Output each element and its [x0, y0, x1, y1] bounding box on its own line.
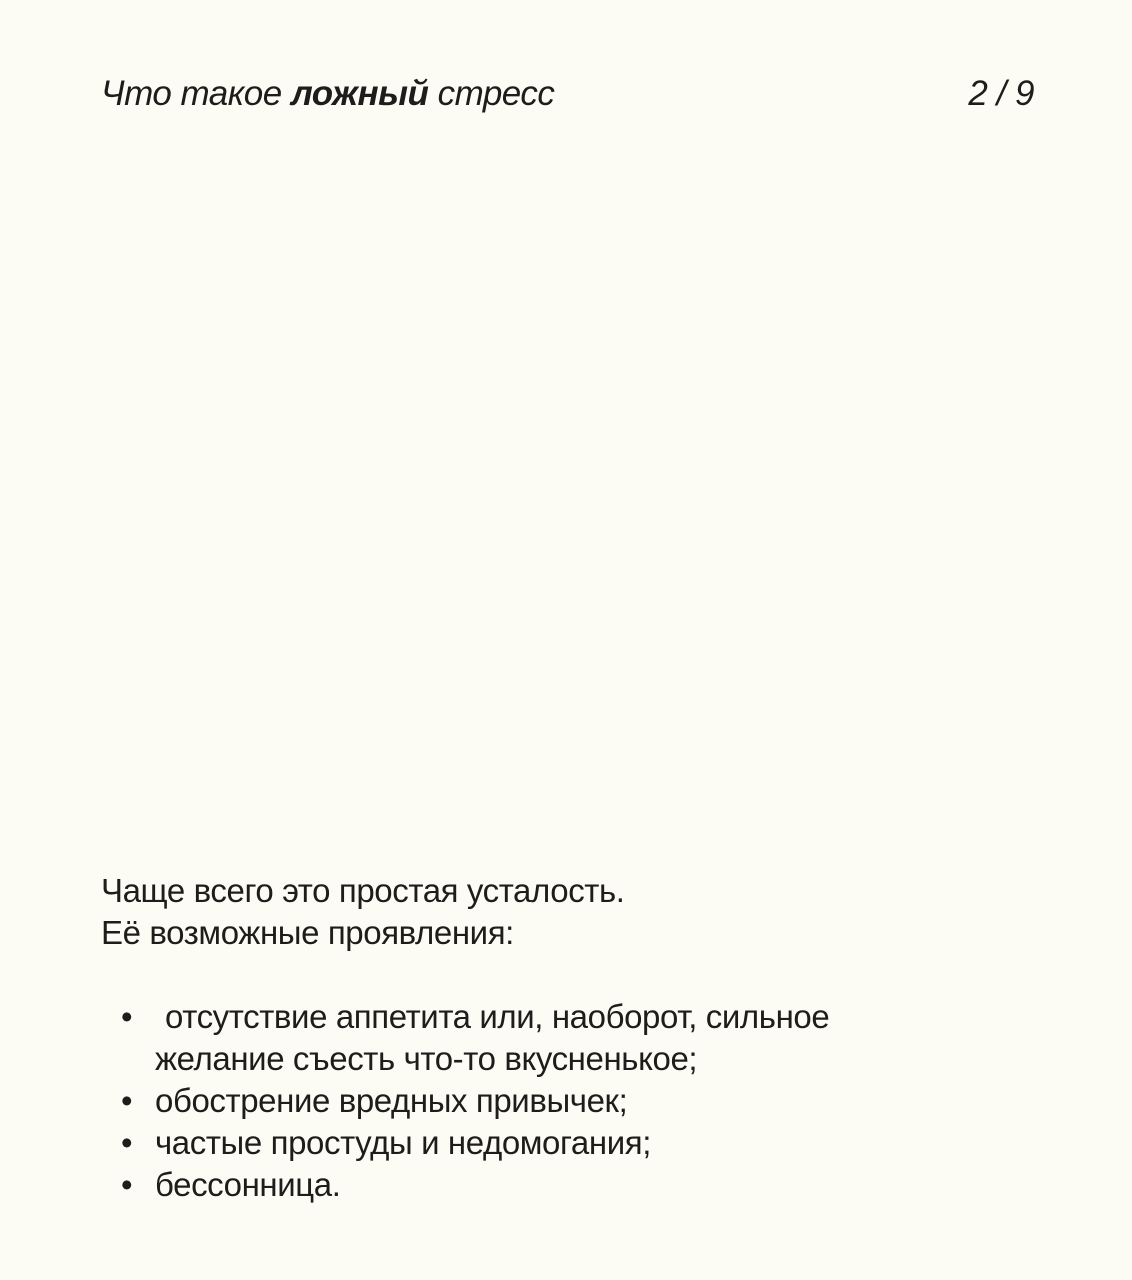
list-item: [101, 996, 1041, 1080]
list-item-text: частые простуды и недомогания;: [155, 1124, 651, 1161]
main-content: [101, 870, 1041, 1206]
title-emphasis: ложный: [290, 74, 429, 113]
title-prefix: Что такое: [101, 74, 291, 113]
list-item-text-line-1: отсутствие аппетита или, наоборот, сильное: [165, 998, 830, 1035]
title-suffix: стресс: [428, 74, 555, 113]
header: [101, 74, 1034, 114]
bullet-icon: •: [121, 1166, 133, 1203]
page-indicator: 2 / 9: [968, 74, 1034, 113]
list-item-text: бессонница.: [155, 1166, 341, 1203]
list-item: [101, 1164, 1041, 1206]
list-item-text: обострение вредных привычек;: [155, 1082, 628, 1119]
list-item-text-line-2: желание съесть что-то вкусненькое;: [155, 1040, 698, 1077]
symptoms-list: [101, 996, 1041, 1206]
bullet-icon: •: [121, 1082, 133, 1119]
bullet-icon: •: [121, 998, 133, 1035]
list-item: [101, 1122, 1041, 1164]
intro-text: [101, 870, 1041, 954]
page-title: [101, 74, 554, 114]
list-item: [101, 1080, 1041, 1122]
intro-line-2: Её возможные проявления:: [101, 914, 514, 951]
intro-line-1: Чаще всего это простая усталость.: [101, 872, 625, 909]
bullet-icon: •: [121, 1124, 133, 1161]
